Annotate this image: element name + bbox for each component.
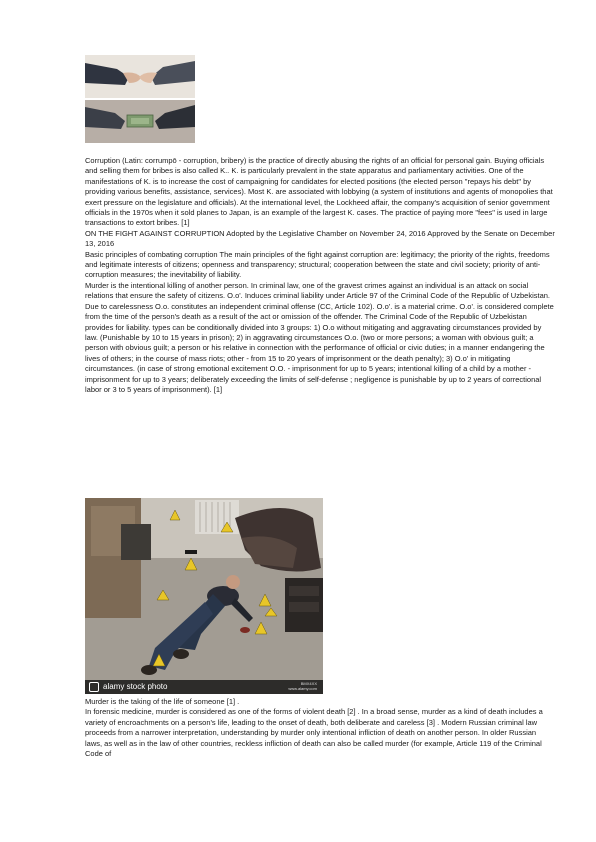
paragraph-forensic: In forensic medicine, murder is considered as one of the forms of violent death [2] . In a broad sense, murder as a kind of death includes a variety of encroachments on a person's life, leading to the onset of death, both deliberate and careless [3] . Modern Russian criminal law proceeds from a narrower interpretation, understanding by murder only intentional infliction of death on another person. In older Russian laws, as well as in the law of other countries, reckless infliction of death can also be called murder (for example, Article 119 of the Criminal Code of [85,707,543,759]
text-section-top [85,156,555,395]
watermark-id: BMX4XX www.alamy.com [288,681,317,691]
crime-scene-drawing [85,498,323,694]
watermark-text: alamy stock photo [103,682,168,691]
paragraph-murder-law: Murder is the intentional killing of another person. In criminal law, one of the gravest crimes against an individual is an attack on social relations that ensure the safety of citizens. O.o'. Induces criminal liability under Article 97 of the Criminal Code of the Republic of Uzbekistan. Due to carelessness O.o. constitutes an independent criminal offense (CC, Article 102). O.o'. is a material crime. O.o'. is considered complete from the time of the person's death as a result of the act or omission of the offender. The Criminal Code of the Republic of Uzbekistan provides for liability. types can be conditionally divided into 3 groups: 1) O.o without mitigating and aggravating circumstances provided by law. (Punishable by 10 to 15 years in prison); 2) in aggravating circumstances O.o. (two or more persons; a woman with obvious guilt; a person with obvious guilt; a person or his relative in connection with the performance of official or civic duties; in a manner endangering the lives of others; in the course of mass riots; other - from 15 to 20 years of imprisonment or the death penalty); 3) O.o' in mitigating circumstances. (in case of strong emotional excitement O.O. - imprisonment for up to 5 years; intentional killing of a child by a mother - imprisonment for up to 3 years; deliberately exceeding the limits of self-defense ; negligence is punishable by up to 2 years of correctional labor or 3 to 5 years of imprisonment). [1] [85,280,554,394]
corruption-photo [85,55,195,143]
alamy-logo-icon [89,682,99,692]
paragraph-law-title: ON THE FIGHT AGAINST CORRUPTION Adopted by the Legislative Chamber on November 24, 2016 Approved by the Senate on December 13, 2016 [85,228,555,249]
corruption-photo-drawing [85,55,195,143]
paragraph-corruption-definition: Corruption (Latin: corrumpō - corruption, bribery) is the practice of directly abusing the rights of an official for personal gain. Buying officials and selling them for bribes is also called K.. K. is particularly prevalent in the state apparatus and parliamentary activities. One of the manifestations of K. is to increase the cost of campaigning for candidates for elected positions (the elected person "repays his debt" by providing various benefits, assistance, services). Most K. are associated with lobbying (a system of institutions and agents of monopolies that exert pressure on the legislature and officials). At the international level, the Lockheed affair, the company's acquisition of senior government officials in the 1970s when it sold planes to Japan, is an example of the largest K. cases. The practice of paying more "fees" is used in large transactions to extort bribes. [1] [85,156,553,228]
crime-scene-photo [85,498,323,694]
stock-watermark [85,680,323,694]
text-section-bottom [85,697,555,759]
paragraph-murder-caption: Murder is the taking of the life of someone [1] . [85,697,240,706]
paragraph-principles: Basic principles of combating corruption The main principles of the fight against corruption are: legitimacy; the priority of the rights, freedoms and legitimate interests of citizens; openness and transparency; structural; cooperation between the state and civil society; priority of anti-corruption measures; the inevitability of liability. [85,249,550,280]
